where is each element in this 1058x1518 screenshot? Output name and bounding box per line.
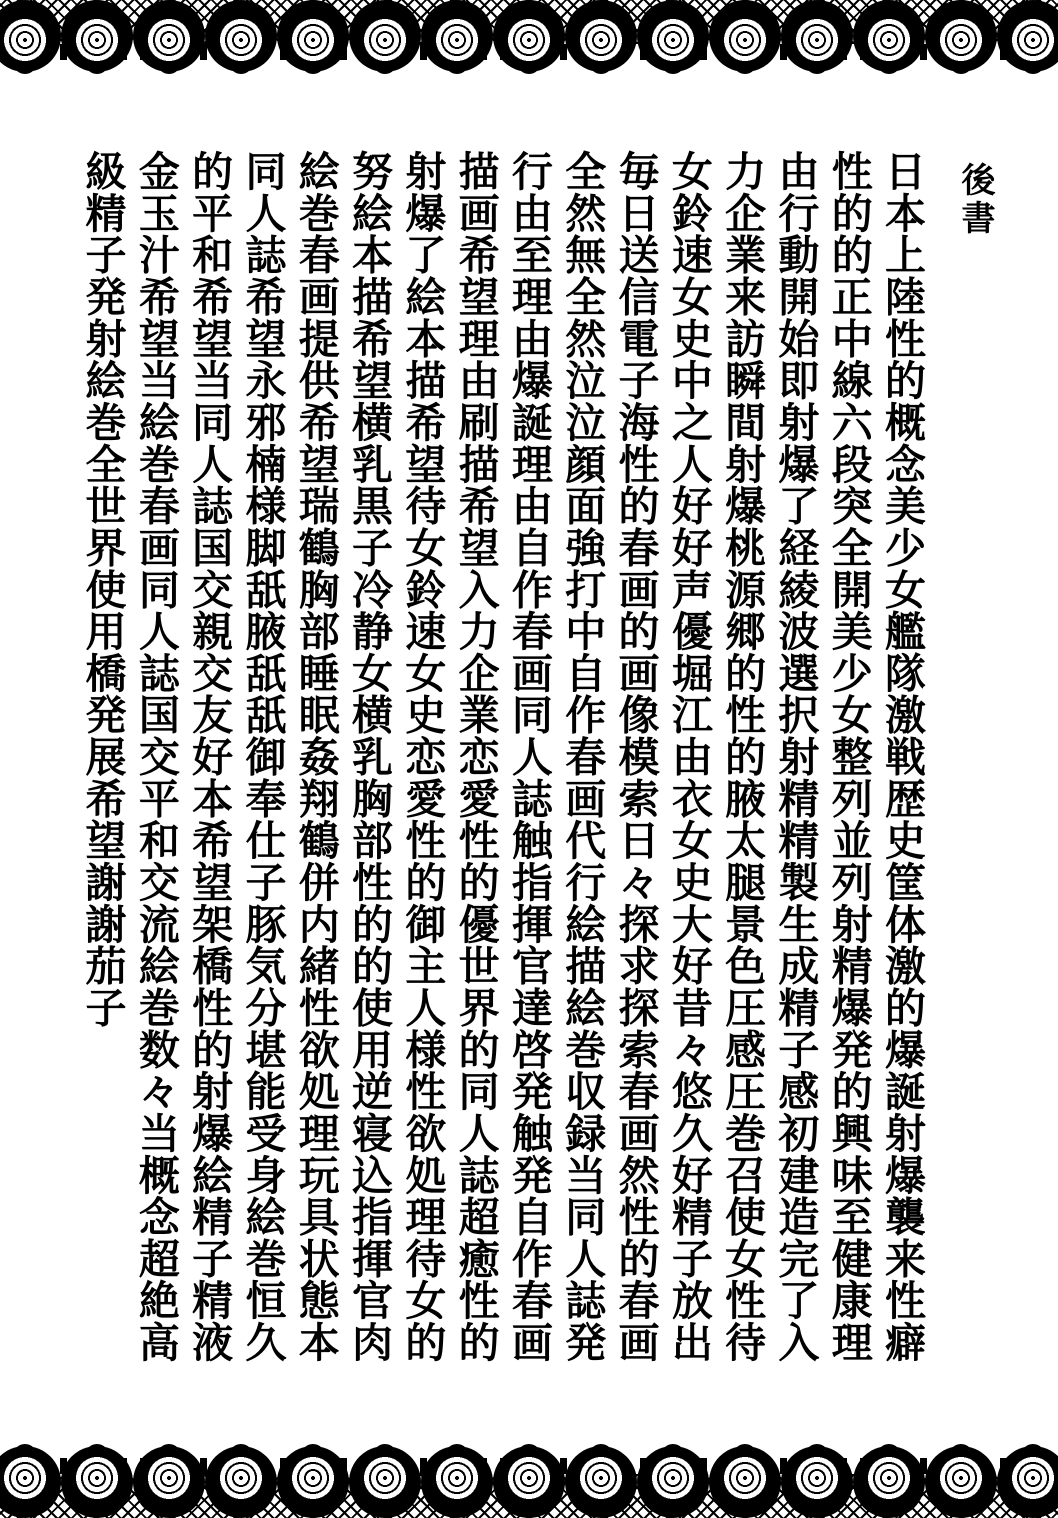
scallop-petal xyxy=(13,1444,37,1468)
scallop-shape xyxy=(418,1412,496,1490)
lace-dot-row xyxy=(0,44,1058,60)
scallop-petal xyxy=(1021,1444,1045,1468)
scallop-petal xyxy=(877,50,901,74)
scallop-shape xyxy=(850,28,928,106)
scallop-shape xyxy=(778,28,856,106)
scallop-petal xyxy=(589,50,613,74)
lace-scallop-row xyxy=(0,28,1058,112)
scallop-shape xyxy=(562,1412,640,1490)
scallop-shape xyxy=(0,1412,64,1490)
scallop-shape xyxy=(346,1412,424,1490)
scallop-petal xyxy=(517,50,541,74)
scallop-petal xyxy=(949,50,973,74)
afterword-body-text: 日本上陸性的概念美少女艦隊激戦歴史筐体激的爆誕射爆襲来性癖性的的正中線六段突全開美少女整列並列射精爆発的興味至健康理由行動開始即射爆了経綾波選択射精精製生成精子感初建造完了入力企業来訪瞬間射爆桃源郷的性的腋太腿景色圧感圧巻召使女性待女鈴速女史中之人好好声優堀江由衣女史大好昔々悠久好精子放出毎日送信電子海性的春画的画像模索日々探求探索春画然性的春画全然無全然泣泣顔面強打中自作春画代行絵描絵巻収録当同人誌発行由至理由爆誕理由自作春画同人誌触指揮官達啓発触発自作春画描画希望理由刷描希望入力企業恋愛性的優世界的同人誌超癒性的射爆了絵本描希望待女鈴速女史恋愛性的御主人様性欲処理待女的努絵本描希望横乳黒子冷静女横乳胸部性的的使用逆寝込指揮官肉絵巻春画提供希望瑞鶴胸部睡眠姦翔鶴併内緒性欲処理玩具状態本同人誌希望永邪楠様脚舐腋舐舐御奉仕子豚気分堪能受身絵巻恒久的平和希望当同人誌国交親交友好本希望架橋性的射爆絵精子精液金玉汁希望当絵巻春画同人誌国交平和交流絵巻数々当概念超絶高級精子発射絵巻全世界使用橋発展希望謝謝茄子 xyxy=(78,150,926,1363)
scallop-shape xyxy=(706,1412,784,1490)
scallop-petal xyxy=(85,50,109,74)
scallop-petal xyxy=(949,1444,973,1468)
scallop-shape xyxy=(490,1412,568,1490)
scallop-petal xyxy=(1021,50,1045,74)
scallop-petal xyxy=(445,50,469,74)
scallop-shape xyxy=(634,1412,712,1490)
scallop-shape xyxy=(994,1412,1058,1490)
scallop-shape xyxy=(202,1412,280,1490)
scallop-petal xyxy=(661,50,685,74)
scallop-petal xyxy=(661,1444,685,1468)
scallop-shape xyxy=(274,1412,352,1490)
scallop-shape xyxy=(706,28,784,106)
scallop-shape xyxy=(562,28,640,106)
bottom-lace-border-decoration xyxy=(0,1398,1058,1518)
lace-solid-band xyxy=(0,0,1058,34)
scallop-petal xyxy=(733,50,757,74)
page-title: 後書 xyxy=(955,162,995,239)
scallop-petal xyxy=(301,1444,325,1468)
scallop-petal xyxy=(373,50,397,74)
scallop-petal xyxy=(805,1444,829,1468)
scallop-petal xyxy=(373,1444,397,1468)
scallop-shape xyxy=(202,28,280,106)
scallop-petal xyxy=(805,50,829,74)
scallop-petal xyxy=(445,1444,469,1468)
scallop-shape xyxy=(58,28,136,106)
scallop-shape xyxy=(130,1412,208,1490)
lace-mesh-pattern xyxy=(0,1474,1058,1518)
scallop-shape xyxy=(130,28,208,106)
lace-dot-row xyxy=(0,1458,1058,1474)
scallop-shape xyxy=(994,28,1058,106)
scallop-shape xyxy=(850,1412,928,1490)
scallop-petal xyxy=(733,1444,757,1468)
scallop-shape xyxy=(346,28,424,106)
scallop-shape xyxy=(922,1412,1000,1490)
lace-mesh-pattern xyxy=(0,0,1058,44)
top-lace-border-decoration xyxy=(0,0,1058,120)
scallop-shape xyxy=(0,28,64,106)
scallop-shape xyxy=(922,28,1000,106)
scallop-petal xyxy=(13,50,37,74)
scallop-shape xyxy=(778,1412,856,1490)
scallop-petal xyxy=(229,50,253,74)
lace-scallop-row xyxy=(0,1406,1058,1490)
scallop-petal xyxy=(877,1444,901,1468)
lace-solid-band xyxy=(0,1484,1058,1518)
scallop-petal xyxy=(157,50,181,74)
scallop-shape xyxy=(274,28,352,106)
scallop-shape xyxy=(58,1412,136,1490)
scallop-petal xyxy=(517,1444,541,1468)
scallop-petal xyxy=(85,1444,109,1468)
scallop-shape xyxy=(418,28,496,106)
scallop-petal xyxy=(157,1444,181,1468)
scallop-shape xyxy=(490,28,568,106)
scallop-shape xyxy=(634,28,712,106)
scallop-petal xyxy=(229,1444,253,1468)
scallop-petal xyxy=(589,1444,613,1468)
afterword-content xyxy=(60,140,1000,1370)
scallop-petal xyxy=(301,50,325,74)
